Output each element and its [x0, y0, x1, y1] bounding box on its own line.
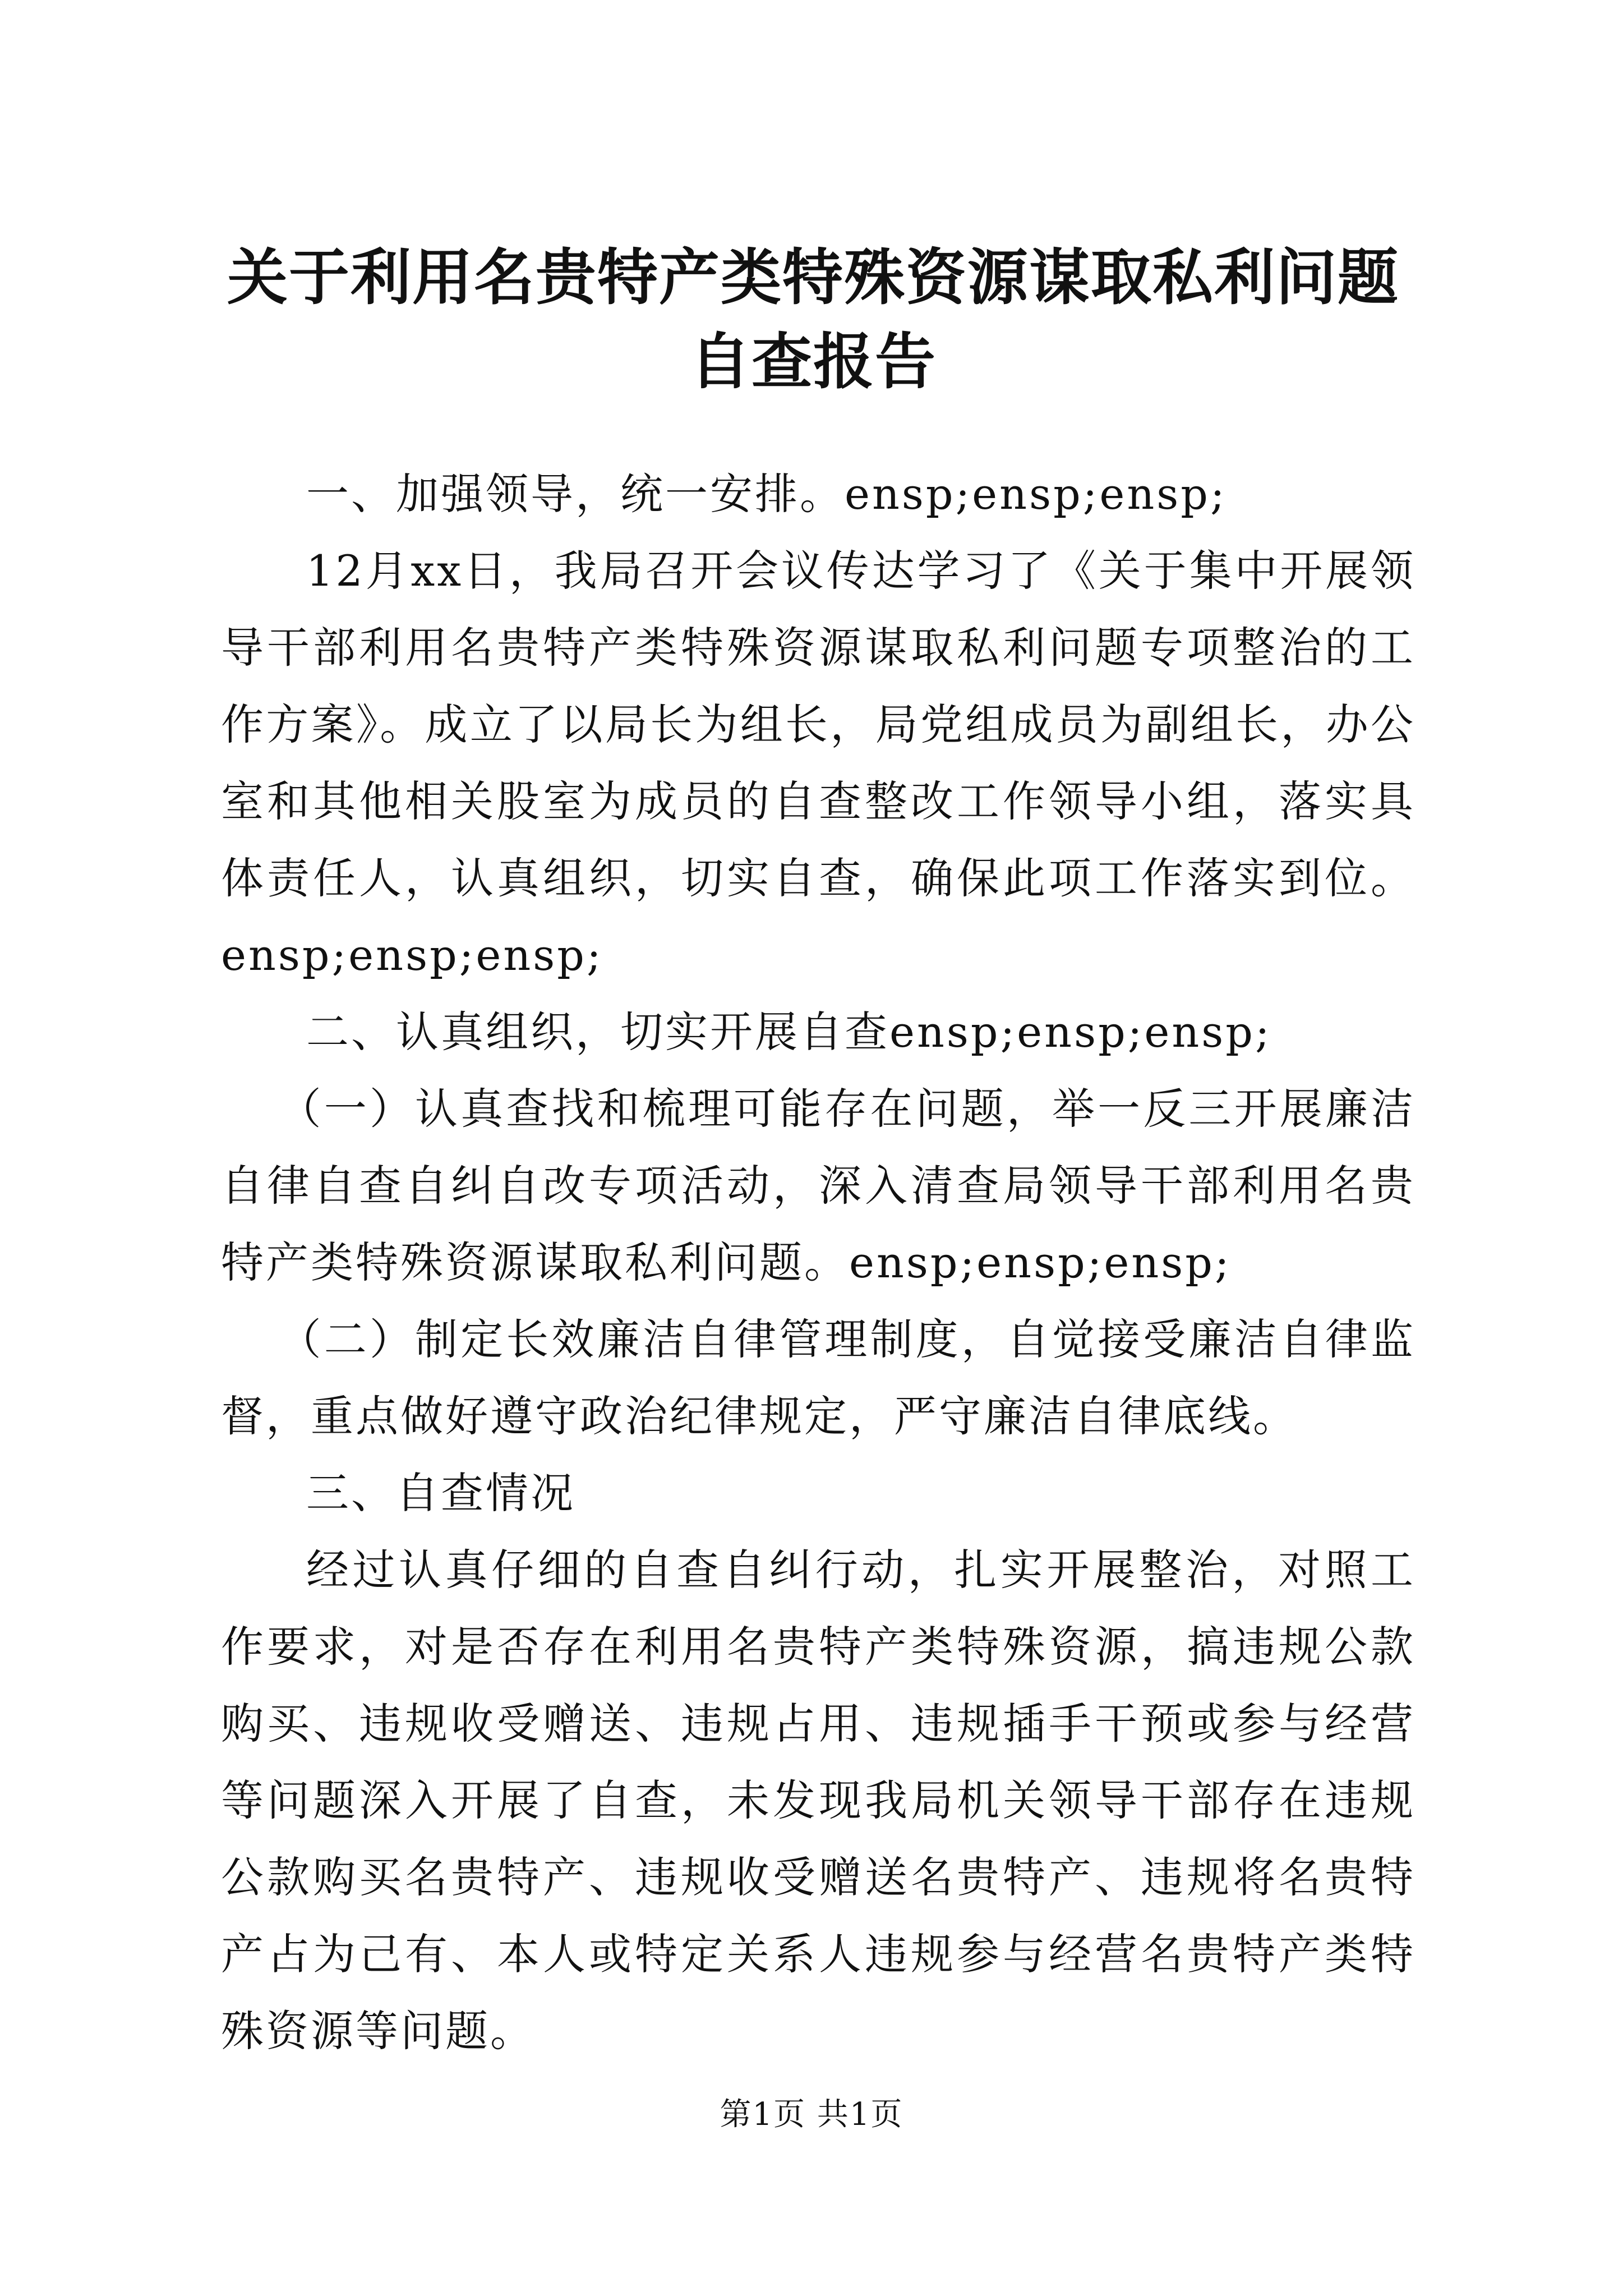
section-heading-situation: 三、自查情况 [306, 1468, 575, 1518]
paragraph-item-two: （二）制定长效廉洁自律管理制度，自觉接受廉洁自律监督，重点做好遵守政治纪律规定，严守廉洁自律底线。 [221, 1314, 1415, 1441]
document-body [221, 455, 1415, 2069]
paragraph-findings: 经过认真仔细的自查自纠行动，扎实开展整治，对照工作要求，对是否存在利用名贵特产类特殊资源，搞违规公款购买、违规收受赠送、违规占用、违规插手干预或参与经营等问题深入开展了自查，未发现我局机关领导干部存在违规公款购买名贵特产、违规收受赠送名贵特产、违规将名贵特产占为己有、本人或特定关系人违规参与经营名贵特产类特殊资源等问题。 [221, 1545, 1415, 2056]
paragraph-meeting: 12月xx日，我局召开会议传达学习了《关于集中开展领导干部利用名贵特产类特殊资源谋取私利问题专项整治的工作方案》。成立了以局长为组长，局党组成员为副组长，办公室和其他相关股室为成员的自查整改工作领导小组，落实具体责任人，认真组织，切实自查，确保此项工作落实到位。ensp;ensp;ensp; [221, 546, 1415, 980]
section-heading-leadership: 一、加强领导，统一安排。ensp;ensp;ensp; [306, 469, 1227, 519]
paragraph-item-one: （一）认真查找和梳理可能存在问题，举一反三开展廉洁自律自查自纠自改专项活动，深入清查局领导干部利用名贵特产类特殊资源谋取私利问题。ensp;ensp;ensp; [221, 1084, 1415, 1287]
page-footer: 第1页 共1页 [720, 2096, 903, 2133]
section-heading-self-check: 二、认真组织，切实开展自查ensp;ensp;ensp; [306, 1007, 1272, 1057]
document-title: 关于利用名贵特产类特殊资源谋取私利问题自查报告 [227, 242, 1399, 397]
